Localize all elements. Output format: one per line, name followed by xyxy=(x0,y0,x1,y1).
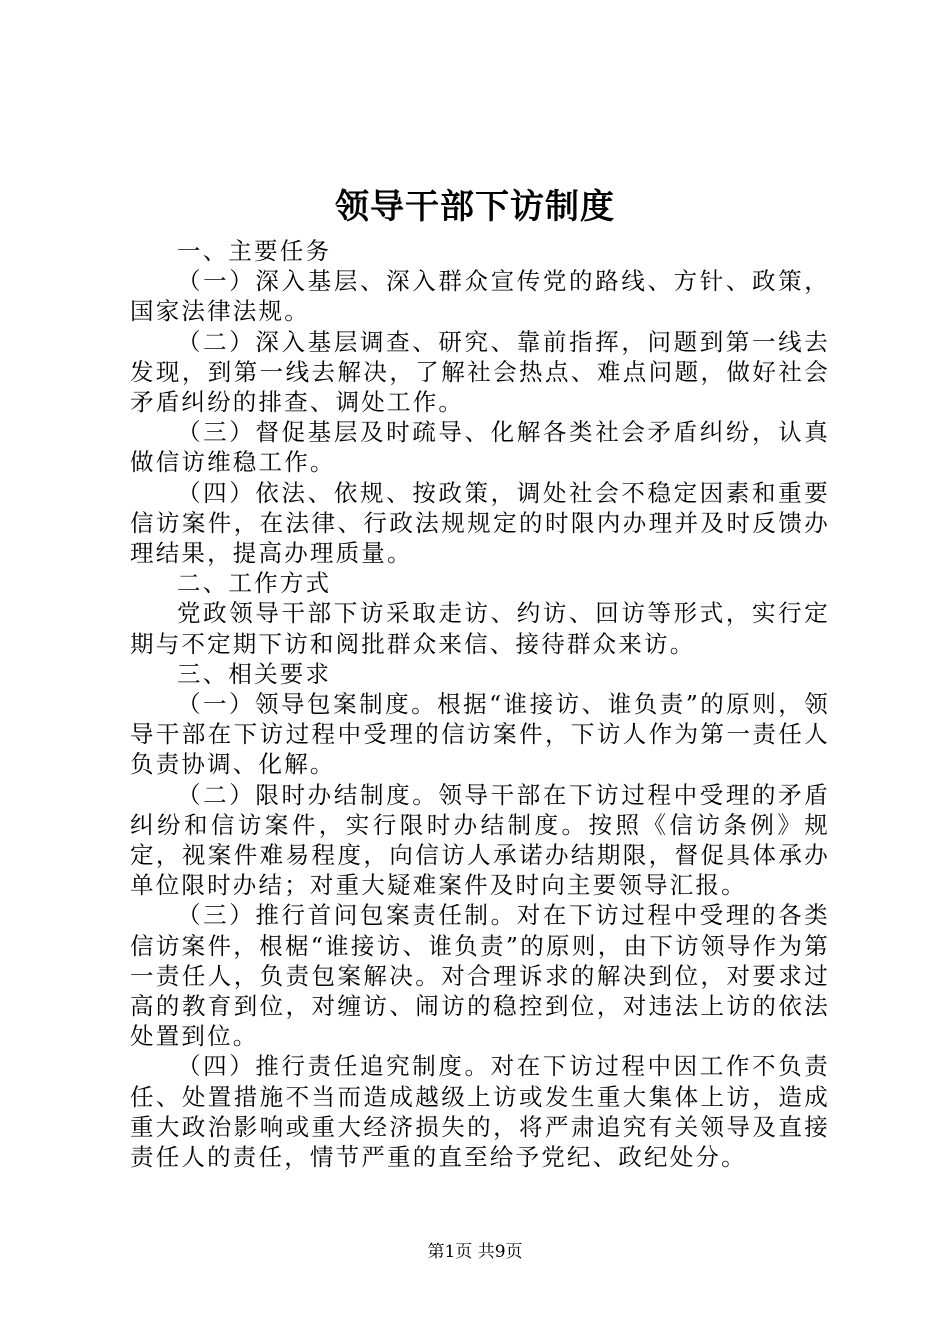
paragraph-task-4: （四）依法、依规、按政策，调处社会不稳定因素和重要信访案件，在法律、行政法规规定的时限内办理并及时反馈办理结果，提高办理质量。 xyxy=(130,478,830,568)
paragraph-work-methods: 党政领导干部下访采取走访、约访、回访等形式，实行定期与不定期下访和阅批群众来信、接待群众来访。 xyxy=(130,599,830,658)
paragraph-task-1: （一）深入基层、深入群众宣传党的路线、方针、政策，国家法律法规。 xyxy=(130,267,830,326)
document-body xyxy=(130,236,830,1172)
section-heading-work-methods: 二、工作方式 xyxy=(177,569,332,598)
section-heading-requirements: 三、相关要求 xyxy=(177,659,332,688)
document-title: 领导干部下访制度 xyxy=(335,187,615,227)
paragraph-task-2: （二）深入基层调查、研究、靠前指挥，问题到第一线去发现，到第一线去解决，了解社会热点、难点问题，做好社会矛盾纠纷的排查、调处工作。 xyxy=(130,327,830,417)
paragraph-requirement-3: （三）推行首问包案责任制。对在下访过程中受理的各类信访案件，根椐“谁接访、谁负责”的原则，由下访领导作为第一责任人，负责包案解决。对合理诉求的解决到位，对要求过高的教育到位，对缠访、闹访的稳控到位，对违法上访的依法处置到位。 xyxy=(130,901,830,1051)
paragraph-requirement-4: （四）推行责任追究制度。对在下访过程中因工作不负责任、处置措施不当而造成越级上访或发生重大集体上访，造成重大政治影响或重大经济损失的，将严肃追究有关领导及直接责任人的责任，情节严重的直至给予党纪、政纪处分。 xyxy=(130,1052,830,1172)
paragraph-task-3: （三）督促基层及时疏导、化解各类社会矛盾纠纷，认真做信访维稳工作。 xyxy=(130,418,830,477)
paragraph-requirement-1: （一）领导包案制度。根据“谁接访、谁负责”的原则，领导干部在下访过程中受理的信访案件，下访人作为第一责任人负责协调、化解。 xyxy=(130,690,830,779)
page-number-footer: 第1页 共9页 xyxy=(427,1242,523,1262)
paragraph-requirement-2: （二）限时办结制度。领导干部在下访过程中受理的矛盾纠纷和信访案件，实行限时办结制度。按照《信访条例》规定，视案件难易程度，向信访人承诺办结期限，督促具体承办单位限时办结；对重大疑难案件及时向主要领导汇报。 xyxy=(130,780,830,900)
section-heading-main-tasks: 一、主要任务 xyxy=(177,237,332,265)
